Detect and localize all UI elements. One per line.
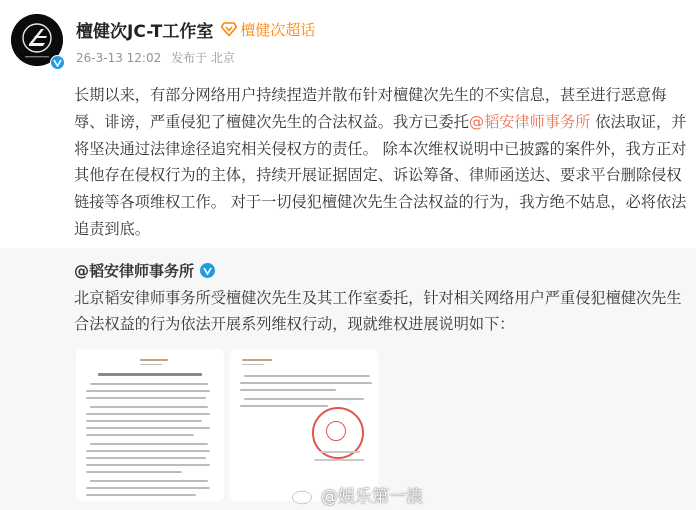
topic-link[interactable] [221,19,315,40]
post-meta [76,49,241,66]
weibo-logo-icon [291,485,317,505]
post-content [74,82,688,243]
repost-author[interactable]: @韬安律师事务所 [74,262,195,280]
watermark [291,482,423,507]
post-text-part2: 依法取证，并将坚决通过法律途径追究相关侵权方的责任。 除本次维权说明中已披露的案件外，我方正对其他存在侵权行为的主体，持续开展证据固定、诉讼筹备、律师函送达、要求平台删除侵权链接等各项维权工作。 对于一切侵犯檀健次先生合法权益的行为，我方绝不姑息，必将依法追责到底。 [74,112,687,238]
post-location: 发布于 北京 [171,51,235,65]
document-image-1[interactable] [76,349,224,501]
author-name[interactable]: 檀健次JC-T工作室 [76,21,214,42]
post-text-part1: 长期以来，有部分网络用户持续捏造并散布针对檀健次先生的不实信息，甚至进行恶意侮辱、诽谤，严重侵犯了檀健次先生的合法权益。我方已委托 [74,86,667,131]
document-image-2[interactable] [230,349,378,501]
repost-text: 北京韬安律师事务所受檀健次先生及其工作室委托，针对相关网络用户严重侵犯檀健次先生合法权益的行为依法开展系列维权行动，现就维权进展说明如下： [74,289,682,333]
topic-label: 檀健次超话 [240,20,316,39]
watermark-text: @娱乐第一浪 [321,487,423,507]
repost-block[interactable] [0,248,696,510]
diamond-icon [221,21,237,37]
repost-author-row [74,260,215,281]
post-timestamp[interactable]: 26-3-13 12:02 [76,51,162,65]
verified-badge-icon [50,55,65,70]
mention-link[interactable]: @韬安律师事务所 [468,112,591,131]
verified-badge-icon [200,263,215,278]
author-row [76,17,315,41]
post-header [0,0,696,78]
